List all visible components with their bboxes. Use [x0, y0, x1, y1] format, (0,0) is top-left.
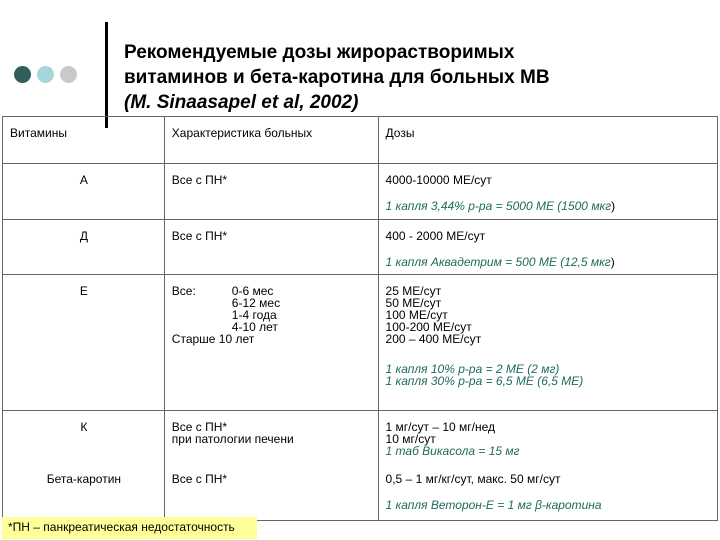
age-group: 4-10 лет: [231, 320, 278, 334]
dose-e: 100-200 МЕ/сут: [385, 320, 472, 334]
table-row: А Все с ПН* 4000-10000 МЕ/сут 1 капля 3,44% р-ра = 5000 МЕ (1500 мкг): [3, 164, 718, 220]
table-row: Д Все с ПН* 400 - 2000 МЕ/сут 1 капля Аквадетрим = 500 МЕ (12,5 мкг): [3, 220, 718, 275]
title-divider: [105, 22, 108, 128]
note-k: 1 таб Викасола = 15 мг: [385, 444, 520, 458]
age-group: 6-12 мес: [231, 296, 281, 310]
table-row: [3, 275, 718, 411]
vitamin-dose-table: [2, 116, 718, 521]
title-line-2: витаминов и бета-каротина для больных МВ: [124, 67, 550, 88]
note-e: 1 капля 10% р-ра = 2 МЕ (2 мг): [385, 362, 560, 376]
patients-e-lead: Все:: [171, 284, 196, 298]
dose-beta: 0,5 – 1 мг/кг/сут, макс. 50 мг/сут: [385, 472, 561, 486]
header-doses: Дозы: [385, 126, 415, 140]
header-vitamins: Витамины: [10, 126, 67, 140]
dose-e: 200 – 400 МЕ/сут: [385, 332, 482, 346]
dose-a: 4000-10000 МЕ/сут: [385, 173, 492, 187]
patients-k: Все с ПН*: [171, 420, 228, 434]
note-a: 1 капля 3,44% р-ра = 5000 МЕ (1500 мкг: [385, 199, 612, 213]
dose-e: 100 МЕ/сут: [385, 308, 448, 322]
dose-k: 1 мг/сут – 10 мг/нед: [385, 420, 496, 434]
dose-e: 25 МЕ/сут: [385, 284, 442, 298]
note-e: 1 капля 30% р-ра = 6,5 МЕ (6,5 МЕ): [385, 374, 584, 388]
table-row: [3, 411, 718, 521]
note-d: 1 капля Аквадетрим = 500 МЕ (12,5 мкг: [385, 255, 611, 269]
age-group: 0-6 мес: [231, 284, 274, 298]
slide-title: [124, 40, 550, 115]
dot-light-blue: [37, 66, 54, 83]
note-beta: 1 капля Веторон-Е = 1 мг β-каротина: [385, 498, 602, 512]
title-line-1: Рекомендуемые дозы жирорастворимых: [124, 42, 515, 63]
dose-d: 400 - 2000 МЕ/сут: [385, 229, 486, 243]
dose-e: 50 МЕ/сут: [385, 296, 442, 310]
patients-k-liver: при патологии печени: [171, 432, 294, 446]
decorative-dots: [14, 66, 77, 83]
header-patients: Характеристика больных: [171, 126, 313, 140]
vitamin-e: Е: [79, 284, 88, 298]
vitamin-k: К: [80, 420, 88, 434]
table-header-row: [3, 117, 718, 164]
title-citation: (M. Sinaasapel et al, 2002): [124, 92, 359, 113]
age-group: 1-4 года: [231, 308, 277, 322]
vitamin-d: Д: [79, 229, 88, 243]
footnote: *ПН – панкреатическая недостаточность: [2, 517, 257, 539]
dot-dark: [14, 66, 31, 83]
vitamin-beta-carotene: Бета-каротин: [46, 472, 122, 486]
vitamin-a: А: [79, 173, 88, 187]
dot-gray: [60, 66, 77, 83]
patients-a: Все с ПН*: [171, 173, 228, 187]
patients-beta: Все с ПН*: [171, 472, 228, 486]
patients-d: Все с ПН*: [171, 229, 228, 243]
age-group-older: Старше 10 лет: [171, 332, 255, 346]
dose-k: 10 мг/сут: [385, 432, 436, 446]
